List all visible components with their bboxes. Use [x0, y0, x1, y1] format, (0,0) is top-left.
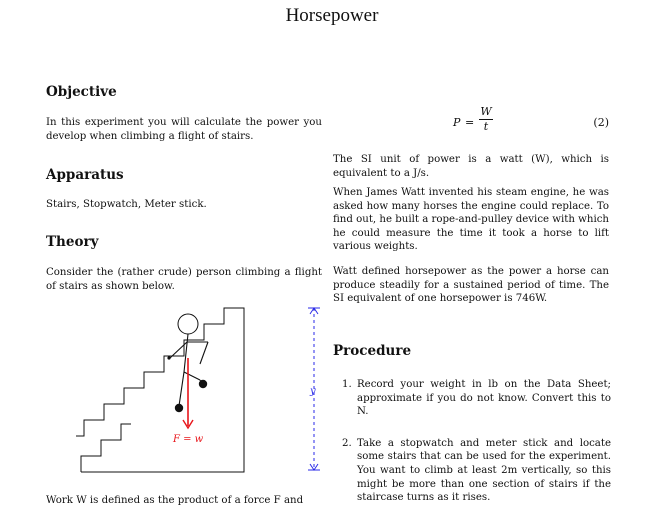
procedure-item [333, 378, 611, 419]
si-unit-text: The SI unit of power is a watt (W), which is equivalent to a J/s. [333, 154, 609, 179]
procedure-heading: Procedure [333, 343, 412, 359]
force-label: F = w [173, 434, 204, 445]
procedure-item [333, 437, 611, 505]
procedure-item-text: Take a stopwatch and meter stick and locate some stairs that can be used for the experiment. You want to climb at least 2m vertically, so this might be more than one section of stairs if the staircase turns as it rises. [357, 437, 611, 504]
equation-equals: = [465, 116, 475, 129]
stair-diagram [76, 296, 346, 478]
height-label: y [310, 386, 316, 397]
person-hand-left [167, 356, 170, 359]
page-title: Horsepower [285, 5, 379, 26]
equation-number: (2) [593, 116, 609, 129]
procedure-item-number: 2. [342, 437, 352, 449]
person-foot-front [199, 380, 207, 388]
person-leg-front [184, 372, 200, 380]
equation-numerator: W [480, 105, 492, 118]
procedure-list [333, 378, 611, 505]
objective-text: In this experiment you will calculate the power you develop when climbing a flight of stairs. [46, 117, 322, 142]
watt-history-text: When James Watt invented his steam engine, he was asked how many horses the engine could replace. To find out, he built a rope-and-pulley device with which he could measure the time it took a horse to lift various weights. [333, 187, 609, 253]
apparatus-heading: Apparatus [46, 167, 124, 183]
person-head [178, 314, 198, 334]
procedure-item-text: Record your weight in lb on the Data Sheet; approximate if you do not know. Convert this to N. [357, 379, 611, 418]
staircase-lower [81, 424, 131, 472]
person-foot-back [175, 404, 183, 412]
objective-heading: Objective [46, 84, 117, 100]
theory-text: Consider the (rather crude) person climbing a flight of stairs as shown below. [46, 267, 322, 292]
procedure-item-number: 1. [342, 379, 352, 390]
equation-fraction [479, 106, 493, 133]
stair-climber-figure [76, 296, 346, 482]
equation-denominator: t [483, 120, 489, 133]
person-leg-back [179, 372, 184, 406]
theory-heading: Theory [46, 234, 99, 250]
work-text: Work W is defined as the product of a force F and [46, 495, 304, 506]
power-equation [333, 106, 611, 140]
equation-lhs: P [453, 116, 461, 129]
horsepower-definition-text: Watt defined horsepower as the power a horse can produce steadily for a sustained period of time. The SI equivalent of one horsepower is 746W. [333, 266, 609, 305]
person-forearm-right [200, 342, 208, 364]
apparatus-text: Stairs, Stopwatch, Meter stick. [46, 199, 207, 210]
